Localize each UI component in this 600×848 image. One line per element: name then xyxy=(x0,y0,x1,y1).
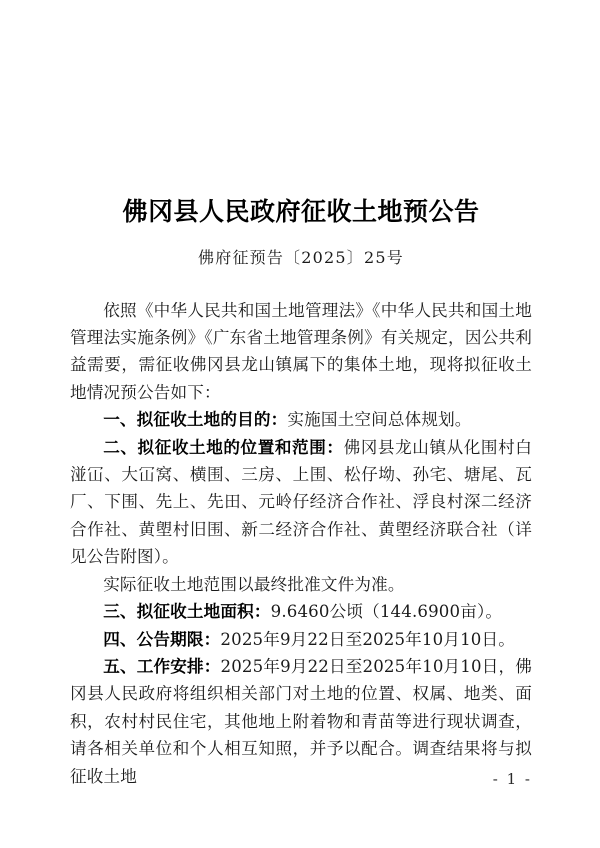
section-label-4: 四、公告期限： xyxy=(103,628,221,649)
section-item-1 xyxy=(70,406,532,433)
section-value-4: 2025年9月22日至2025年10月10日。 xyxy=(220,629,515,649)
document-number: 佛府征预告〔2025〕25号 xyxy=(198,248,404,268)
section-label-2: 二、拟征收土地的位置和范围： xyxy=(103,436,344,457)
section-value-5: 2025年9月22日至2025年10月10日，佛冈县人民政府将组织相关部门对土地的位置、权属、地类、面积，农村村民住宅，其他地上附着物和青苗等进行现状调查，请各相关单位和个人相互知照，并予以配合。调查结果将与拟征收土地 xyxy=(70,656,532,786)
section-label-1: 一、拟征收土地的目的： xyxy=(103,409,288,430)
section-value-3: 9.6460公顷（144.6900亩）。 xyxy=(270,602,503,622)
section-label-3: 三、拟征收土地面积： xyxy=(103,601,271,622)
scope-note: 实际征收土地范围以最终批准文件为准。 xyxy=(103,574,405,594)
title-block xyxy=(70,196,532,270)
page-title: 佛冈县人民政府征收土地预公告 xyxy=(122,197,480,226)
section-value-2: 佛冈县龙山镇从化围村白湴冚、大冚窝、横围、三房、上围、松仔坳、孙宅、塘尾、瓦厂、下围、先上、先田、元岭仔经济合作社、浮良村深二经济合作社、黄塱村旧围、新二经济合作社、黄塱经济联合社（详见公告附图）。 xyxy=(70,437,532,567)
section-value-1: 实施国土空间总体规划。 xyxy=(287,410,472,430)
document-body xyxy=(70,0,532,790)
preamble-paragraph: 依照《中华人民共和国土地管理法》《中华人民共和国土地管理法实施条例》《广东省土地管理条例》有关规定，因公共利益需要，需征收佛冈县龙山镇属下的集体土地，现将拟征收土地情况预公告如下： xyxy=(70,300,532,402)
section-item-3 xyxy=(70,598,532,625)
section-item-4 xyxy=(70,626,532,653)
section-label-5: 五、工作安排： xyxy=(103,655,221,676)
body-content xyxy=(70,297,532,790)
page-number: - 1 - xyxy=(492,770,532,788)
section-item-2 xyxy=(70,434,532,571)
section-item-5 xyxy=(70,653,532,790)
